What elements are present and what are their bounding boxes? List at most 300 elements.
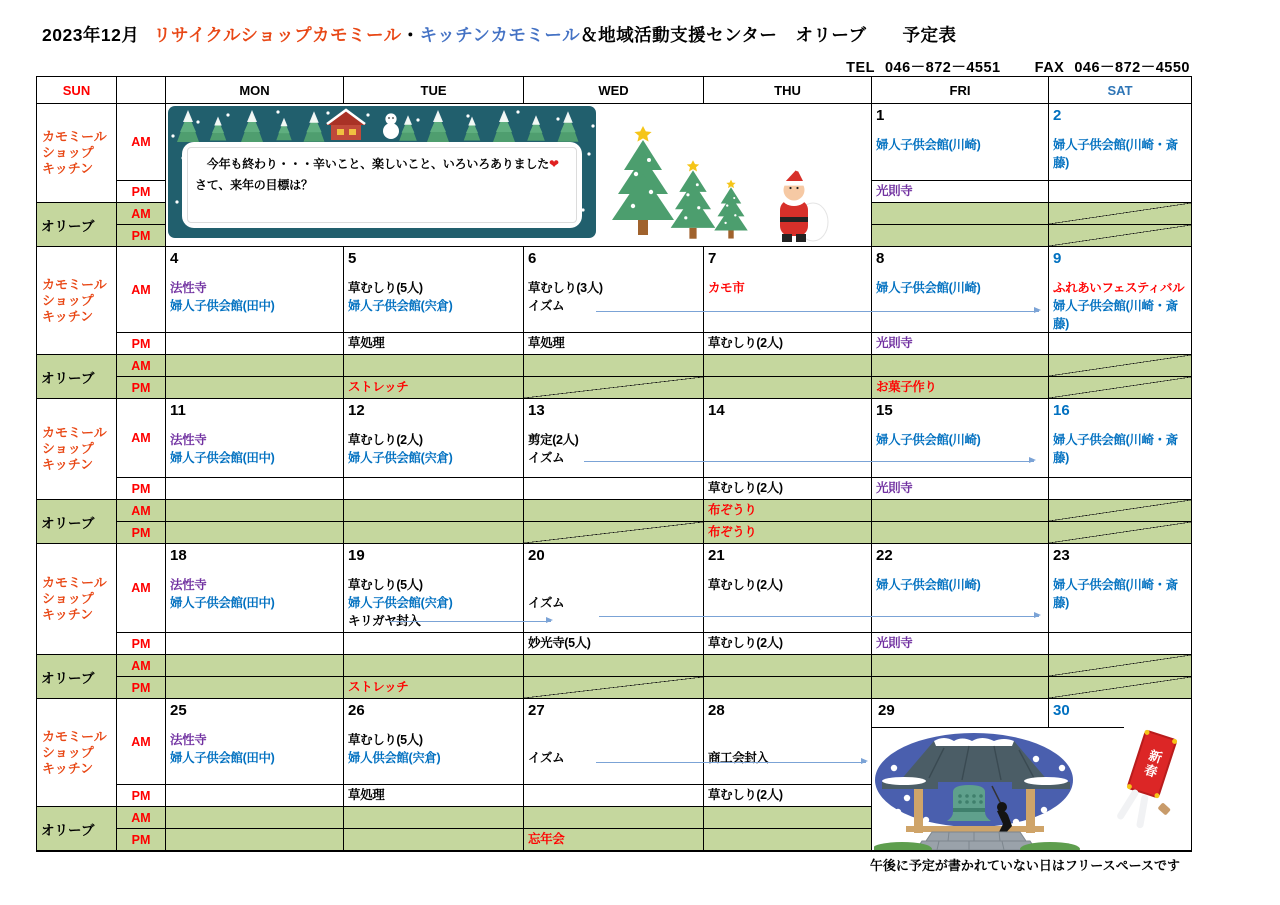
- day-column: [704, 399, 872, 544]
- kamomile-label-line: カモミール: [42, 575, 107, 590]
- day-column: [1049, 399, 1191, 544]
- kamomile-row-label: [37, 544, 117, 655]
- day-column: [166, 247, 344, 399]
- schedule-entry: イズム: [528, 299, 565, 313]
- tel-number: 046－872－4551: [884, 60, 1001, 76]
- schedule-entry: 草むしり(2人): [708, 636, 783, 650]
- olive-row-label: オリーブ: [37, 655, 117, 699]
- olive-am-cell: [872, 203, 1049, 225]
- kite-text: 新春: [1140, 747, 1164, 781]
- am-cell: [872, 247, 1049, 333]
- schedule-entry: 婦人子供会館(宍倉): [348, 451, 453, 465]
- day-column: [166, 699, 344, 851]
- schedule-span-arrow: [599, 616, 1039, 617]
- olive-am-cell: [166, 355, 344, 377]
- schedule-span-arrow: [596, 762, 866, 763]
- schedule-entry: 光則寺: [876, 636, 913, 650]
- day-column: [872, 544, 1049, 699]
- schedule-entry: ストレッチ: [348, 680, 409, 694]
- am-cell: [524, 399, 704, 478]
- week-row: [37, 699, 1191, 851]
- olive-am-cell: [1049, 355, 1191, 377]
- ampm-label: AM: [117, 544, 166, 633]
- schedule-entry: 草処理: [528, 336, 565, 350]
- pm-cell: [166, 478, 344, 500]
- date-label: 12: [348, 402, 365, 419]
- ampm-column: [117, 544, 166, 699]
- olive-pm-cell: [166, 677, 344, 699]
- date-row: [872, 699, 1191, 727]
- olive-am-cell: [524, 500, 704, 522]
- ampm-label: PM: [117, 522, 166, 544]
- calendar-table: [36, 76, 1192, 852]
- day-header-wed: WED: [524, 77, 704, 104]
- olive-pm-cell: [166, 377, 344, 399]
- olive-pm-cell: [1049, 377, 1191, 399]
- olive-am-cell: [1049, 500, 1191, 522]
- am-cell: [872, 399, 1049, 478]
- am-cell: [344, 699, 524, 785]
- olive-row-label: オリーブ: [37, 807, 117, 851]
- day-column: [1049, 544, 1191, 699]
- olive-row-label: オリーブ: [37, 203, 117, 247]
- day-column: [872, 247, 1049, 399]
- schedule-entry: 商工会封入: [708, 751, 769, 765]
- ampm-label: AM: [117, 655, 166, 677]
- kite-ribbon: [1116, 788, 1140, 821]
- date-label: 1: [876, 107, 885, 124]
- ampm-label: PM: [117, 829, 166, 851]
- christmas-trees-santa-art: [598, 120, 868, 245]
- olive-pm-cell: [704, 522, 872, 544]
- day-column: [704, 247, 872, 399]
- olive-am-cell: [524, 807, 704, 829]
- kamomile-label-line: カモミール: [42, 276, 107, 292]
- pm-cell: [524, 333, 704, 355]
- schedule-entry: 布ぞうり: [708, 525, 757, 539]
- am-cell: [166, 399, 344, 478]
- fax-label: FAX: [1034, 60, 1065, 76]
- schedule-entry: 忘年会: [528, 832, 565, 846]
- day-header-tue: TUE: [344, 77, 524, 104]
- day-column: [344, 399, 524, 544]
- date-label: 13: [528, 402, 545, 419]
- schedule-entry: 妙光寺(5人): [528, 636, 591, 650]
- schedule-entry: イズム: [528, 451, 565, 465]
- schedule-entry: 草処理: [348, 788, 385, 802]
- olive-pm-cell: [524, 677, 704, 699]
- schedule-entry: 草むしり(2人): [348, 433, 423, 447]
- footnote: 午後に予定が書かれていない日はフリースペースです: [869, 858, 1180, 873]
- am-cell: [344, 399, 524, 478]
- day-column: [166, 399, 344, 544]
- schedule-entry: 婦人子供会館(川崎): [876, 281, 981, 295]
- sunday-column: [37, 399, 117, 544]
- olive-pm-cell: [872, 677, 1049, 699]
- title-suffix: ＆地域活動支援センター オリーブ 予定表: [580, 25, 957, 45]
- sunday-column: [37, 544, 117, 699]
- schedule-entry: 光則寺: [876, 481, 913, 495]
- date-label: 20: [528, 547, 545, 564]
- pm-cell: [872, 633, 1049, 655]
- schedule-entry: 剪定(2人): [528, 433, 579, 447]
- schedule-span-arrow: [584, 461, 1034, 462]
- am-cell: [1049, 104, 1191, 181]
- schedule-entry: 草むしり(2人): [708, 336, 783, 350]
- date-label: 8: [876, 250, 885, 267]
- schedule-entry: 婦人子供会館(田中): [170, 299, 275, 313]
- day-column: [1049, 104, 1191, 247]
- pm-cell: [524, 785, 704, 807]
- date-label: 23: [1053, 547, 1070, 564]
- am-cell: [166, 699, 344, 785]
- kamomile-row-label: [37, 104, 117, 203]
- am-cell: [344, 544, 524, 633]
- kamomile-row-label: [37, 699, 117, 807]
- olive-pm-cell: [1049, 522, 1191, 544]
- date-label: 11: [170, 402, 186, 419]
- pm-cell: [344, 333, 524, 355]
- olive-pm-cell: [704, 677, 872, 699]
- schedule-entry: 草むしり(5人): [348, 578, 423, 592]
- schedule-entry: 草処理: [348, 336, 385, 350]
- kamomile-row-label: [37, 247, 117, 355]
- ampm-label: PM: [117, 225, 166, 247]
- olive-pm-cell: [524, 829, 704, 851]
- schedule-entry: 婦人子供会館(川崎): [876, 433, 981, 447]
- kamomile-label-line: ショップ: [42, 145, 94, 160]
- decoration-area: [166, 104, 872, 247]
- schedule-entry: 草むしり(2人): [708, 578, 783, 592]
- kamomile-label-line: ショップ: [42, 744, 94, 760]
- kamomile-label-line: キッチン: [42, 308, 94, 324]
- day-header-thu: THU: [704, 77, 872, 104]
- olive-am-cell: [1049, 203, 1191, 225]
- schedule-entry: キリガヤ封入: [348, 614, 421, 628]
- heart-icon: ❤: [549, 157, 559, 171]
- newyear-area: [872, 699, 1191, 851]
- schedule-span-arrow: [389, 621, 551, 622]
- am-cell: [704, 247, 872, 333]
- ampm-label: PM: [117, 633, 166, 655]
- pm-cell: [704, 785, 872, 807]
- date-label: 7: [708, 250, 717, 267]
- am-cell: [704, 399, 872, 478]
- kamomile-label-line: ショップ: [42, 591, 94, 606]
- date-label: 15: [876, 402, 893, 419]
- date-label: 6: [528, 250, 537, 267]
- schedule-entry: ふれあいフェスティバル: [1053, 281, 1185, 295]
- kamomile-label-line: キッチン: [42, 161, 94, 176]
- pm-cell: [704, 633, 872, 655]
- pm-cell: [344, 478, 524, 500]
- olive-am-cell: [166, 807, 344, 829]
- pm-cell: [344, 633, 524, 655]
- house-icon: [326, 109, 366, 140]
- ampm-column: [117, 247, 166, 399]
- am-cell: [704, 544, 872, 633]
- schedule-entry: 婦人子供会館(田中): [170, 451, 275, 465]
- schedule-entry: 婦人子供会館(川崎): [876, 138, 981, 152]
- title-shop2: キッチンカモミール: [419, 25, 581, 45]
- olive-am-cell: [166, 655, 344, 677]
- kamomile-label-line: ショップ: [42, 292, 94, 308]
- snowman-icon: [383, 113, 399, 139]
- date-label: 2: [1053, 107, 1062, 124]
- date-label: 22: [876, 547, 893, 564]
- day-column: [704, 544, 872, 699]
- olive-pm-cell: [344, 377, 524, 399]
- ampm-label: PM: [117, 785, 166, 807]
- kite-ribbon: [1136, 794, 1149, 829]
- day-column: [872, 104, 1049, 247]
- temple-bell-art: [874, 728, 1086, 850]
- schedule-entry: 婦人子供会館(田中): [170, 596, 275, 610]
- am-cell: [1049, 247, 1191, 333]
- day-column: [344, 699, 524, 851]
- title-dot: ・: [401, 25, 420, 45]
- day-column: [704, 699, 872, 851]
- date-label: 5: [348, 250, 357, 267]
- day-header-sun: SUN: [37, 77, 117, 104]
- date-label: 4: [170, 250, 179, 267]
- day-header-mon: MON: [166, 77, 344, 104]
- pm-cell: [872, 333, 1049, 355]
- olive-am-cell: [166, 500, 344, 522]
- olive-pm-cell: [1049, 225, 1191, 247]
- ampm-label: PM: [117, 181, 166, 203]
- schedule-entry: カモ市: [708, 281, 745, 295]
- date-label: 18: [170, 547, 187, 564]
- am-cell: [1049, 544, 1191, 633]
- pm-cell: [524, 478, 704, 500]
- kite-spool: [1157, 802, 1171, 815]
- am-cell: [166, 247, 344, 333]
- olive-pm-cell: [1049, 677, 1191, 699]
- contact-info: [846, 56, 1190, 77]
- ampm-label: AM: [117, 355, 166, 377]
- kamomile-row-label: [37, 399, 117, 500]
- ampm-label: AM: [117, 247, 166, 333]
- schedule-entry: 婦人子供会館(宍倉): [348, 299, 453, 313]
- christmas-banner: [168, 106, 596, 238]
- schedule-entry: イズム: [528, 596, 565, 610]
- schedule-entry: ストレッチ: [348, 380, 409, 394]
- ampm-column: [117, 699, 166, 851]
- olive-pm-cell: [344, 522, 524, 544]
- date-label-29: 29: [872, 699, 1049, 727]
- olive-pm-cell: [704, 377, 872, 399]
- schedule-entry: 法性寺: [170, 578, 207, 592]
- day-column: [166, 544, 344, 699]
- olive-pm-cell: [872, 377, 1049, 399]
- date-label: 27: [528, 702, 545, 719]
- schedule-entry: 婦人子供会館(川崎・斎藤): [1053, 138, 1178, 170]
- kamomile-label-line: キッチン: [42, 760, 94, 776]
- day-column: [872, 399, 1049, 544]
- kamomile-label-line: キッチン: [42, 457, 94, 472]
- olive-pm-cell: [872, 522, 1049, 544]
- pm-cell: [166, 333, 344, 355]
- pm-cell: [704, 333, 872, 355]
- sunday-column: [37, 247, 117, 399]
- olive-pm-cell: [704, 829, 872, 851]
- kamomile-label-line: カモミール: [42, 129, 107, 144]
- am-cell: [704, 699, 872, 785]
- page-title: [42, 22, 957, 47]
- date-label: 21: [708, 547, 725, 564]
- date-label: 9: [1053, 250, 1062, 267]
- sunday-column: [37, 104, 117, 247]
- schedule-entry: 草むしり(3人): [528, 281, 603, 295]
- ampm-label: PM: [117, 478, 166, 500]
- week-row: [37, 247, 1191, 399]
- ampm-label: PM: [117, 377, 166, 399]
- ampm-label: AM: [117, 500, 166, 522]
- am-cell: [166, 544, 344, 633]
- pm-cell: [344, 785, 524, 807]
- schedule-entry: 婦人子供会館(田中): [170, 751, 275, 765]
- pm-cell: [872, 478, 1049, 500]
- ampm-label: PM: [117, 333, 166, 355]
- calendar-header-row: [37, 77, 1191, 104]
- schedule-entry: イズム: [528, 751, 565, 765]
- olive-pm-cell: [872, 225, 1049, 247]
- olive-pm-cell: [166, 522, 344, 544]
- pm-cell: [872, 181, 1049, 203]
- pm-cell: [166, 785, 344, 807]
- day-column: [524, 699, 704, 851]
- kamomile-label-line: カモミール: [42, 728, 107, 744]
- title-shop1: リサイクルショップカモミール: [153, 25, 402, 45]
- banner-line2: さて、来年の目標は？: [195, 178, 313, 192]
- sunday-column: [37, 699, 117, 851]
- day-column: [1049, 247, 1191, 399]
- schedule-entry: 法性寺: [170, 733, 207, 747]
- schedule-entry: 婦人供会館(宍倉): [348, 751, 441, 765]
- am-cell: [1049, 399, 1191, 478]
- ampm-label: AM: [117, 399, 166, 478]
- schedule-entry: 婦人子供会館(宍倉): [348, 596, 453, 610]
- kamomile-label-line: カモミール: [42, 425, 107, 440]
- pm-cell: [1049, 181, 1191, 203]
- schedule-entry: 草むしり(2人): [708, 481, 783, 495]
- title-month: 2023年12月: [42, 25, 140, 45]
- schedule-entry: 草むしり(2人): [708, 788, 783, 802]
- ampm-label: PM: [117, 677, 166, 699]
- am-cell: [872, 544, 1049, 633]
- banner-line1-text: 今年も終わり・・・辛いこと、楽しいこと、いろいろありました: [195, 157, 550, 171]
- schedule-entry: 婦人子供会館(川崎・斎藤): [1053, 433, 1178, 465]
- olive-pm-cell: [524, 377, 704, 399]
- olive-pm-cell: [344, 829, 524, 851]
- olive-am-cell: [344, 807, 524, 829]
- week-row: [37, 399, 1191, 544]
- fax-number: 046－872－4550: [1074, 60, 1190, 76]
- day-header-sat: SAT: [1049, 77, 1191, 104]
- schedule-entry: お菓子作り: [876, 380, 937, 394]
- schedule-entry: 法性寺: [170, 281, 207, 295]
- date-label: 19: [348, 547, 365, 564]
- olive-am-cell: [872, 655, 1049, 677]
- olive-am-cell: [704, 655, 872, 677]
- kamomile-label-line: ショップ: [42, 441, 94, 456]
- olive-am-cell: [704, 355, 872, 377]
- schedule-entry: 婦人子供会館(川崎・斎藤): [1053, 299, 1178, 331]
- schedule-entry: 光則寺: [876, 184, 913, 198]
- tel-label: TEL: [846, 60, 875, 76]
- pm-cell: [1049, 478, 1191, 500]
- olive-am-cell: [1049, 655, 1191, 677]
- kamomile-label-line: キッチン: [42, 607, 94, 622]
- am-cell: [524, 247, 704, 333]
- olive-row-label: オリーブ: [37, 500, 117, 544]
- olive-am-cell: [344, 500, 524, 522]
- schedule-entry: 光則寺: [876, 336, 913, 350]
- pm-cell: [704, 478, 872, 500]
- pm-cell: [1049, 333, 1191, 355]
- ampm-column: [117, 399, 166, 544]
- olive-am-cell: [524, 355, 704, 377]
- pm-cell: [1049, 633, 1191, 655]
- olive-pm-cell: [344, 677, 524, 699]
- olive-am-cell: [344, 355, 524, 377]
- olive-row-label: オリーブ: [37, 355, 117, 399]
- week-row: [37, 104, 1191, 247]
- date-label: 28: [708, 702, 725, 719]
- pm-cell: [524, 633, 704, 655]
- schedule-entry: 婦人子供会館(川崎): [876, 578, 981, 592]
- santa-icon: [780, 165, 828, 242]
- ampm-label: AM: [117, 699, 166, 785]
- olive-am-cell: [704, 807, 872, 829]
- banner-line1: [182, 142, 582, 172]
- am-cell: [872, 104, 1049, 181]
- day-column: [524, 247, 704, 399]
- am-cell: [344, 247, 524, 333]
- new-year-kite: [1126, 729, 1177, 798]
- ampm-label: AM: [117, 807, 166, 829]
- olive-am-cell: [524, 655, 704, 677]
- schedule-entry: 草むしり(5人): [348, 281, 423, 295]
- date-label-30: 30: [1053, 702, 1070, 719]
- am-cell: [524, 699, 704, 785]
- schedule-span-arrow: [596, 311, 1039, 312]
- olive-am-cell: [704, 500, 872, 522]
- olive-pm-cell: [166, 829, 344, 851]
- day-header-spacer: [117, 77, 166, 104]
- date-label: 16: [1053, 402, 1070, 419]
- newyear-cell: [872, 699, 1191, 851]
- day-column: [344, 247, 524, 399]
- ampm-column: [117, 104, 166, 247]
- date-label: 14: [708, 402, 725, 419]
- olive-pm-cell: [524, 522, 704, 544]
- schedule-entry: 法性寺: [170, 433, 207, 447]
- ampm-label: AM: [117, 203, 166, 225]
- schedule-entry: 草むしり(5人): [348, 733, 423, 747]
- date-label: 25: [170, 702, 187, 719]
- week-row: [37, 544, 1191, 699]
- olive-am-cell: [872, 500, 1049, 522]
- date-label: 26: [348, 702, 365, 719]
- day-header-fri: FRI: [872, 77, 1049, 104]
- banner-message-box: [182, 142, 582, 228]
- week1-decoration-cell: [166, 104, 872, 247]
- olive-am-cell: [872, 355, 1049, 377]
- ampm-label: AM: [117, 104, 166, 181]
- olive-am-cell: [344, 655, 524, 677]
